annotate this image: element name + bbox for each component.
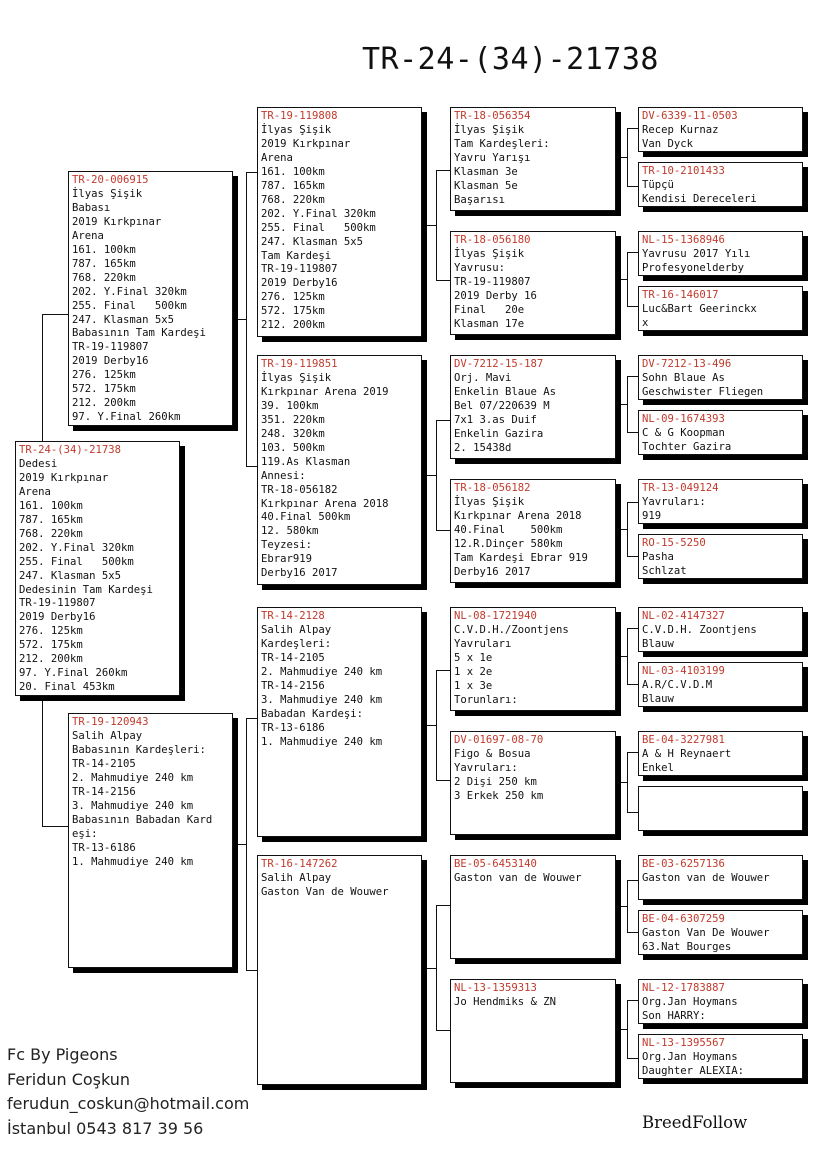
pedigree-text-line: TR-19-119807 — [261, 263, 338, 276]
pedigree-box-gen4-8[interactable] — [638, 534, 803, 579]
pedigree-text-line: Arena — [261, 151, 293, 164]
connector-line — [422, 968, 436, 969]
pedigree-text-line: TR-14-2105 — [261, 651, 325, 664]
pedigree-text-line: Derby16 2017 — [261, 567, 338, 580]
pedigree-text-line: A & H Reynaert — [642, 747, 732, 760]
pedigree-text-line: TR-19-119807 — [19, 597, 96, 610]
pedigree-text-line: Tochter Gazira — [642, 440, 732, 453]
pedigree-text-line: TR-14-2156 — [72, 785, 136, 798]
connector-line — [42, 826, 68, 827]
brand-logo: BreedFollow — [642, 1113, 748, 1132]
pedigree-text-line: 212. 200km — [72, 397, 136, 410]
ring-number: NL-02-4147327 — [642, 610, 725, 622]
pedigree-box-dam-sire-sire[interactable] — [450, 607, 616, 711]
pedigree-text-line: TR-13-6186 — [261, 721, 325, 734]
pedigree-box-sire-dam-sire[interactable] — [450, 355, 616, 459]
pedigree-text-line: Yavruları: — [454, 761, 518, 774]
pedigree-text-line: 2019 Kırkpınar — [72, 215, 162, 228]
connector-line — [627, 880, 638, 881]
pedigree-box-gen4-15[interactable] — [638, 979, 803, 1024]
pedigree-text-line: Klasman 17e — [454, 317, 525, 330]
connector-line — [436, 280, 450, 281]
connector-line — [42, 314, 68, 315]
pedigree-box-sire-sire[interactable] — [257, 107, 422, 337]
ring-number: TR-14-2128 — [261, 610, 325, 622]
ring-number: NL-13-1359313 — [454, 982, 537, 994]
pedigree-text-line: Orj. Mavi — [454, 371, 512, 384]
ring-number: NL-09-1674393 — [642, 413, 725, 425]
connector-line — [436, 170, 450, 171]
pedigree-text-line: 255. Final 500km — [72, 299, 187, 312]
pedigree-text-line: Recep Kurnaz — [642, 123, 719, 136]
pedigree-text-line: C & G Koopman — [642, 426, 725, 439]
pedigree-box-gen4-11[interactable] — [638, 731, 803, 776]
pedigree-text-line: 2. Mahmudiye 240 km — [72, 771, 194, 784]
pedigree-text-line: Yavru Yarışı — [454, 151, 531, 164]
pedigree-box-dam-dam[interactable] — [257, 855, 422, 1085]
pedigree-text-line: Babası — [72, 201, 111, 214]
pedigree-text-line: 212. 200km — [261, 319, 325, 332]
pedigree-box-dam-dam-sire[interactable] — [450, 855, 616, 959]
pedigree-text-line: Org.Jan Hoymans — [642, 995, 738, 1008]
pedigree-text-line: Annesi: — [261, 469, 306, 482]
ring-number: NL-13-1395567 — [642, 1037, 725, 1049]
pedigree-box-subject[interactable] — [15, 441, 180, 696]
ring-number: BE-05-6453140 — [454, 858, 537, 870]
connector-line — [627, 306, 638, 307]
pedigree-text-line: Bel 07/220639 M — [454, 399, 550, 412]
pedigree-text-line: Kırkpınar Arena 2019 — [261, 385, 389, 398]
connector-line — [627, 628, 638, 629]
pedigree-text-line: 1 x 3e — [454, 679, 493, 692]
pedigree-text-line: İlyas Şişik — [454, 495, 525, 508]
ring-number: BE-03-6257136 — [642, 858, 725, 870]
pedigree-text-line: 202. Y.Final 320km — [72, 285, 187, 298]
pedigree-text-line: 2019 Derby16 — [72, 355, 149, 368]
pedigree-text-line: 572. 175km — [261, 305, 325, 318]
pedigree-text-line: A.R/C.V.D.M — [642, 678, 713, 691]
ring-number: TR-24-(34)-21738 — [19, 444, 122, 456]
pedigree-text-line: Babadan Kardeşi: — [261, 707, 364, 720]
connector-line — [627, 376, 628, 432]
connector-line — [627, 186, 638, 187]
pedigree-text-line: Figo & Bosua — [454, 747, 531, 760]
pedigree-text-line: Klasman 3e — [454, 165, 518, 178]
pedigree-text-line: 787. 165km — [261, 179, 325, 192]
pedigree-text-line: 97. Y.Final 260km — [72, 411, 181, 424]
pedigree-text-line: 351. 220km — [261, 413, 325, 426]
pedigree-text-line: Kendisi Dereceleri — [642, 192, 757, 205]
pedigree-text-line: Derby16 2017 — [454, 565, 531, 578]
pedigree-box-gen4-12[interactable] — [638, 786, 803, 831]
pedigree-text-line: 247. Klasman 5x5 — [72, 313, 175, 326]
pedigree-box-sire-sire-sire[interactable] — [450, 107, 616, 211]
ring-number: TR-16-146017 — [642, 289, 719, 301]
pedigree-text-line: Salih Alpay — [72, 729, 143, 742]
pedigree-text-line: x — [642, 316, 649, 329]
footer-phone: İstanbul 0543 817 39 56 — [7, 1118, 204, 1138]
pedigree-text-line: 2019 Derby16 — [19, 611, 96, 624]
pedigree-text-line: Babasının Tam Kardeşi — [72, 327, 206, 340]
pedigree-text-line: Torunları: — [454, 693, 518, 706]
connector-line — [246, 466, 257, 467]
connector-line — [627, 252, 638, 253]
pedigree-text-line: Gaston van de Wouwer — [642, 871, 770, 884]
pedigree-text-line: TR-18-056182 — [261, 483, 338, 496]
connector-line — [627, 684, 638, 685]
pedigree-text-line: 2 Dişi 250 km — [454, 775, 537, 788]
connector-line — [233, 319, 246, 320]
pedigree-text-line: 40.Final 500km — [261, 511, 351, 524]
ring-number: TR-10-2101433 — [642, 165, 725, 177]
pedigree-text-line: Enkel — [642, 761, 674, 774]
ring-number: NL-03-4103199 — [642, 665, 725, 677]
pedigree-text-line: İlyas Şişik — [261, 371, 332, 384]
pedigree-text-line: 5 x 1e — [454, 651, 493, 664]
connector-line — [436, 1030, 450, 1031]
pedigree-text-line: Salih Alpay — [261, 623, 332, 636]
pedigree-text-line: 1. Mahmudiye 240 km — [261, 735, 383, 748]
pedigree-box-dam-sire[interactable] — [257, 607, 422, 837]
pedigree-text-line: 212. 200km — [19, 653, 83, 666]
pedigree-text-line: 161. 100km — [72, 243, 136, 256]
pedigree-text-line: TR-14-2105 — [72, 757, 136, 770]
pedigree-text-line: 3. Mahmudiye 240 km — [261, 693, 383, 706]
ring-number: NL-08-1721940 — [454, 610, 537, 622]
pedigree-box-gen4-3[interactable] — [638, 231, 803, 276]
connector-line — [246, 172, 247, 466]
pedigree-text-line: 3 Erkek 250 km — [454, 789, 544, 802]
pedigree-text-line: 40.Final 500km — [454, 523, 563, 536]
ring-number: TR-19-119808 — [261, 110, 338, 122]
pedigree-text-line: 63.Nat Bourges — [642, 940, 732, 953]
pedigree-text-line: Kırkpınar Arena 2018 — [454, 509, 582, 522]
pedigree-text-line: 276. 125km — [19, 625, 83, 638]
ring-number: RO-15-5250 — [642, 537, 706, 549]
pedigree-box-dam[interactable] — [68, 713, 233, 968]
pedigree-text-line: 103. 500km — [261, 441, 325, 454]
pedigree-text-line: 255. Final 500km — [19, 555, 134, 568]
pedigree-text-line: 20. Final 453km — [19, 681, 115, 694]
connector-line — [627, 752, 638, 753]
pedigree-text-line: Son HARRY: — [642, 1009, 706, 1022]
pedigree-text-line: Final 20e — [454, 303, 525, 316]
pedigree-text-line: Luc&Bart Geerinckx — [642, 302, 757, 315]
pedigree-text-line: Schlzat — [642, 564, 687, 577]
pedigree-text-line: 247. Klasman 5x5 — [19, 569, 122, 582]
pedigree-box-gen4-4[interactable] — [638, 286, 803, 331]
ring-number: DV-6339-11-0503 — [642, 110, 738, 122]
ring-number: TR-13-049124 — [642, 482, 719, 494]
pedigree-text-line: 768. 220km — [261, 193, 325, 206]
pedigree-text-line: Enkelin Gazira — [454, 427, 544, 440]
pedigree-text-line: 2019 Derby 16 — [454, 289, 537, 302]
pedigree-text-line: Salih Alpay — [261, 871, 332, 884]
connector-line — [436, 420, 437, 530]
ring-number: DV-7212-15-187 — [454, 358, 544, 370]
pedigree-text-line: 12. 580km — [261, 525, 319, 538]
pedigree-box-gen4-7[interactable] — [638, 479, 803, 524]
pedigree-text-line: 2019 Kırkpınar — [261, 137, 351, 150]
pedigree-text-line: Jo Hendmiks & ZN — [454, 995, 557, 1008]
pedigree-text-line: Arena — [19, 485, 51, 498]
pedigree-box-dam-dam-dam[interactable] — [450, 979, 616, 1083]
connector-line — [233, 844, 246, 845]
pedigree-box-sire-dam-dam[interactable] — [450, 479, 616, 583]
pedigree-text-line: İlyas Şişik — [454, 247, 525, 260]
pedigree-text-line: Teyzesi: — [261, 539, 313, 552]
pedigree-text-line: 1 x 2e — [454, 665, 493, 678]
pedigree-text-line: 202. Y.Final 320km — [19, 541, 134, 554]
connector-line — [246, 970, 257, 971]
ring-number: TR-19-120943 — [72, 716, 149, 728]
connector-line — [627, 752, 628, 812]
pedigree-box-gen4-2[interactable] — [638, 162, 803, 207]
pedigree-text-line: Sohn Blaue As — [642, 371, 725, 384]
pedigree-text-line: Dedesi — [19, 457, 58, 470]
pedigree-text-line: 161. 100km — [261, 165, 325, 178]
pedigree-text-line: Org.Jan Hoymans — [642, 1050, 738, 1063]
connector-line — [616, 404, 627, 405]
pedigree-text-line: Gaston van de Wouwer — [454, 871, 582, 884]
pedigree-text-line: eşi: — [72, 827, 98, 840]
pedigree-text-line: 7x1 3.as Duif — [454, 413, 537, 426]
connector-line — [436, 905, 437, 1030]
pedigree-text-line: 119.As Klasman — [261, 455, 351, 468]
connector-line — [627, 502, 628, 556]
pedigree-text-line: Yavruları: — [642, 495, 706, 508]
pedigree-text-line: 768. 220km — [19, 527, 83, 540]
pedigree-text-line: C.V.D.H./Zoontjens — [454, 623, 569, 636]
pedigree-text-line: 2. 15438d — [454, 441, 512, 454]
pedigree-text-line: 2019 Derby16 — [261, 277, 338, 290]
pedigree-text-line: Yavrusu 2017 Yılı — [642, 247, 751, 260]
pedigree-box-sire[interactable] — [68, 171, 233, 426]
connector-line — [436, 170, 437, 280]
footer-email[interactable]: ferudun_coskun@hotmail.com — [7, 1094, 250, 1113]
connector-line — [616, 782, 627, 783]
pedigree-text-line: Ebrar919 — [261, 553, 313, 566]
pedigree-box-sire-sire-dam[interactable] — [450, 231, 616, 335]
pedigree-text-line: Tam Kardeşi — [261, 249, 332, 262]
pedigree-text-line: C.V.D.H. Zoontjens — [642, 623, 757, 636]
pedigree-box-gen4-16[interactable] — [638, 1034, 803, 1079]
footer-club: Fc By Pigeons — [7, 1045, 118, 1064]
pedigree-text-line: TR-19-119807 — [454, 275, 531, 288]
pedigree-text-line: Tam Kardeşleri: — [454, 137, 550, 150]
connector-line — [436, 780, 450, 781]
pedigree-text-line: Tüpçü — [642, 178, 674, 191]
pedigree-text-line: Kırkpınar Arena 2018 — [261, 497, 389, 510]
pedigree-box-gen4-1[interactable] — [638, 107, 803, 152]
page-title: TR-24-(34)-21738 — [362, 42, 659, 77]
pedigree-text-line: 787. 165km — [72, 257, 136, 270]
ring-number: NL-12-1783887 — [642, 982, 725, 994]
connector-line — [616, 1029, 627, 1030]
pedigree-box-dam-sire-dam[interactable] — [450, 731, 616, 835]
connector-line — [436, 670, 450, 671]
connector-line — [616, 529, 627, 530]
pedigree-text-line: Başarısı — [454, 193, 506, 206]
pedigree-text-line: 2019 Kırkpınar — [19, 471, 109, 484]
pedigree-text-line: Klasman 5e — [454, 179, 518, 192]
pedigree-text-line: 572. 175km — [19, 639, 83, 652]
pedigree-text-line: Kardeşleri: — [261, 637, 332, 650]
pedigree-text-line: 97. Y.Final 260km — [19, 667, 128, 680]
pedigree-text-line: Yavruları — [454, 637, 512, 650]
pedigree-text-line: 276. 125km — [261, 291, 325, 304]
pedigree-text-line: Blauw — [642, 692, 674, 705]
pedigree-text-line: Yavrusu: — [454, 261, 506, 274]
ring-number: TR-19-119851 — [261, 358, 338, 370]
connector-line — [627, 932, 638, 933]
contact-footer — [7, 1043, 249, 1141]
pedigree-box-gen4-10[interactable] — [638, 662, 803, 707]
connector-line — [627, 432, 638, 433]
pedigree-text-line: Babasının Babadan Kard — [72, 813, 213, 826]
ring-number: BE-04-3227981 — [642, 734, 725, 746]
connector-line — [627, 502, 638, 503]
pedigree-text-line: Profesyonelderby — [642, 261, 745, 274]
connector-line — [627, 128, 628, 186]
pedigree-box-gen4-14[interactable] — [638, 910, 803, 955]
pedigree-text-line: İlyas Şişik — [261, 123, 332, 136]
pedigree-text-line: İlyas Şişik — [72, 187, 143, 200]
pedigree-box-sire-dam[interactable] — [257, 355, 422, 585]
footer-owner: Feridun Coşkun — [7, 1069, 131, 1089]
connector-line — [436, 420, 450, 421]
pedigree-text-line: Geschwister Fliegen — [642, 385, 764, 398]
pedigree-text-line: Gaston Van De Wouwer — [642, 926, 770, 939]
pedigree-box-gen4-5[interactable] — [638, 355, 803, 400]
connector-line — [627, 880, 628, 932]
pedigree-text-line: 572. 175km — [72, 383, 136, 396]
connector-line — [627, 812, 638, 813]
pedigree-text-line: 12.R.Dinçer 580km — [454, 537, 563, 550]
connector-line — [246, 718, 247, 970]
pedigree-text-line: Babasının Kardeşleri: — [72, 743, 206, 756]
ring-number: TR-18-056180 — [454, 234, 531, 246]
pedigree-text-line: TR-13-6186 — [72, 841, 136, 854]
connector-line — [627, 128, 638, 129]
connector-line — [627, 252, 628, 306]
pedigree-box-gen4-13[interactable] — [638, 855, 803, 900]
pedigree-text-line: Van Dyck — [642, 137, 694, 150]
pedigree-text-line: 919 — [642, 509, 662, 522]
pedigree-text-line: 39. 100km — [261, 399, 319, 412]
connector-line — [627, 1000, 638, 1001]
pedigree-text-line: 1. Mahmudiye 240 km — [72, 855, 194, 868]
connector-line — [422, 475, 436, 476]
connector-line — [627, 1000, 628, 1058]
connector-line — [627, 556, 638, 557]
connector-line — [436, 530, 450, 531]
pedigree-text-line: Enkelin Blaue As — [454, 385, 557, 398]
pedigree-text-line: İlyas Şişik — [454, 123, 525, 136]
pedigree-text-line: Tam Kardeşi Ebrar 919 — [454, 551, 588, 564]
connector-line — [246, 718, 257, 719]
pedigree-text-line: Gaston Van de Wouwer — [261, 885, 389, 898]
pedigree-text-line: 202. Y.Final 320km — [261, 207, 376, 220]
connector-line — [616, 157, 627, 158]
connector-line — [436, 905, 450, 906]
pedigree-text-line: TR-19-119807 — [72, 341, 149, 354]
connector-line — [616, 279, 627, 280]
pedigree-text-line: 247. Klasman 5x5 — [261, 235, 364, 248]
ring-number: TR-16-147262 — [261, 858, 338, 870]
connector-line — [422, 725, 436, 726]
pedigree-box-gen4-9[interactable] — [638, 607, 803, 652]
ring-number: DV-7212-13-496 — [642, 358, 732, 370]
ring-number: TR-18-056182 — [454, 482, 531, 494]
ring-number: DV-01697-08-70 — [454, 734, 544, 746]
connector-line — [616, 656, 627, 657]
pedigree-text-line: 2. Mahmudiye 240 km — [261, 665, 383, 678]
connector-line — [627, 1058, 638, 1059]
ring-number: BE-04-6307259 — [642, 913, 725, 925]
connector-line — [627, 628, 628, 684]
pedigree-text-line: TR-14-2156 — [261, 679, 325, 692]
pedigree-box-gen4-6[interactable] — [638, 410, 803, 455]
connector-line — [246, 172, 257, 173]
ring-number: NL-15-1368946 — [642, 234, 725, 246]
pedigree-text-line: 161. 100km — [19, 499, 83, 512]
pedigree-text-line: Pasha — [642, 550, 674, 563]
connector-line — [422, 225, 436, 226]
pedigree-text-line: Daughter ALEXIA: — [642, 1064, 745, 1077]
pedigree-text-line: 276. 125km — [72, 369, 136, 382]
pedigree-text-line: 255. Final 500km — [261, 221, 376, 234]
connector-line — [436, 670, 437, 780]
pedigree-text-line: 787. 165km — [19, 513, 83, 526]
pedigree-text-line: 248. 320km — [261, 427, 325, 440]
ring-number: TR-18-056354 — [454, 110, 531, 122]
pedigree-text-line: Blauw — [642, 637, 674, 650]
ring-number: TR-20-006915 — [72, 174, 149, 186]
pedigree-text-line: 768. 220km — [72, 271, 136, 284]
pedigree-text-line: Dedesinin Tam Kardeşi — [19, 583, 153, 596]
connector-line — [627, 376, 638, 377]
pedigree-text-line: Arena — [72, 229, 104, 242]
pedigree-text-line: 3. Mahmudiye 240 km — [72, 799, 194, 812]
connector-line — [616, 906, 627, 907]
